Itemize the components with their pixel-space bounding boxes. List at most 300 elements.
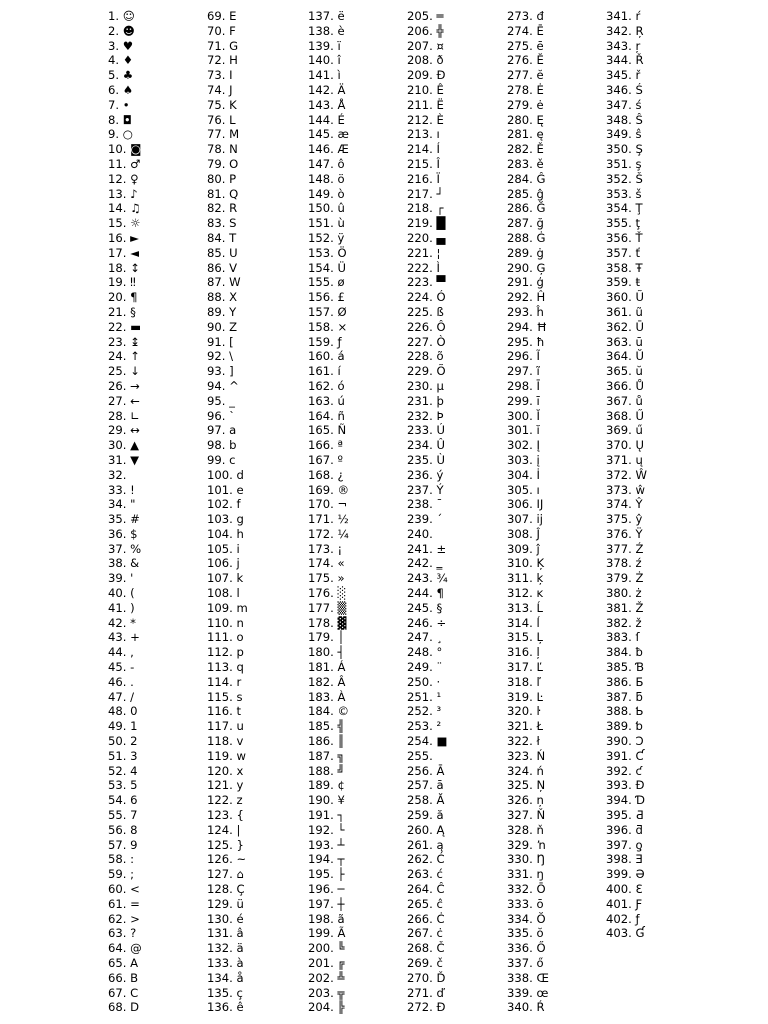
char-entry: 183. À — [308, 689, 346, 704]
char-entry: 155. ø — [308, 275, 345, 290]
char-entry: 321. Ł — [507, 719, 544, 734]
char-entry: 242. ‗ — [407, 556, 443, 571]
char-entry: 256. Ā — [407, 763, 445, 778]
char-entry: 212. È — [407, 112, 444, 127]
char-entry: 390. Ɔ — [606, 734, 644, 749]
char-entry: 11. ♂ — [108, 156, 141, 171]
char-entry: 342. Ŗ — [606, 23, 644, 38]
char-entry: 92. \ — [207, 349, 234, 364]
char-entry: 401. Ƒ — [606, 896, 643, 911]
char-entry: 2. ☻ — [108, 23, 135, 38]
char-entry: 291. ģ — [507, 275, 544, 290]
char-entry: 141. ì — [308, 68, 341, 83]
char-entry: 384. ƀ — [606, 645, 643, 660]
char-entry: 217. ┘ — [407, 186, 444, 201]
char-entry: 26. → — [108, 378, 140, 393]
char-entry: 367. ů — [606, 393, 643, 408]
char-entry: 399. Ə — [606, 867, 645, 882]
char-entry: 201. ╔ — [308, 956, 345, 970]
char-entry: 154. Ü — [308, 260, 346, 275]
char-entry: 381. Ž — [606, 600, 644, 615]
char-entry: 143. Å — [308, 97, 346, 112]
char-entry: 136. ê — [207, 1000, 244, 1015]
char-entry: 333. ō — [507, 896, 544, 911]
char-entry: 204. ╠ — [308, 1000, 345, 1015]
char-entry: 54. 6 — [108, 793, 138, 808]
char-entry: 270. Ď — [407, 970, 446, 985]
char-entry: 69. E — [207, 9, 237, 23]
char-entry: 62. > — [108, 911, 140, 926]
char-entry: 118. v — [207, 734, 244, 749]
char-entry: 126. ~ — [207, 852, 247, 867]
char-entry: 156. £ — [308, 290, 345, 305]
char-entry: 193. ┴ — [308, 837, 345, 852]
char-entry: 388. Ƅ — [606, 704, 644, 719]
char-entry: 132. ä — [207, 941, 244, 956]
char-entry: 263. ć — [407, 867, 443, 882]
char-entry: 349. ŝ — [606, 127, 642, 142]
char-entry: 125. } — [207, 837, 244, 852]
char-entry: 344. Ř — [606, 53, 644, 68]
char-entry: 159. ƒ — [308, 334, 342, 349]
char-entry: 307. ĳ — [507, 512, 543, 527]
char-entry: 366. Ů — [606, 378, 644, 393]
char-entry: 48. 0 — [108, 704, 138, 719]
char-entry: 172. ¼ — [308, 526, 349, 541]
char-entry: 378. ź — [606, 556, 642, 571]
char-entry: 332. Ō — [507, 882, 546, 897]
char-entry: 391. Ƈ — [606, 748, 644, 763]
char-entry: 241. ± — [407, 541, 447, 556]
char-entry: 169. ® — [308, 482, 350, 497]
char-entry: 102. f — [207, 497, 241, 512]
char-entry: 73. I — [207, 68, 233, 83]
char-entry: 107. k — [207, 571, 244, 586]
char-entry: 211. Ë — [407, 97, 444, 112]
char-entry: 24. ↑ — [108, 349, 140, 364]
char-entry: 119. w — [207, 748, 246, 763]
char-entry: 284. Ĝ — [507, 171, 546, 186]
char-entry: 129. ü — [207, 896, 244, 911]
char-entry: 146. Æ — [308, 142, 349, 157]
char-entry: 398. Ǝ — [606, 852, 643, 867]
char-entry: 179. │ — [308, 630, 345, 645]
char-entry: 144. É — [308, 112, 345, 127]
char-entry: 72. H — [207, 53, 238, 68]
char-entry: 76. L — [207, 112, 236, 127]
char-entry: 137. ë — [308, 9, 345, 23]
char-entry: 86. V — [207, 260, 238, 275]
char-entry: 191. ┐ — [308, 808, 345, 823]
char-entry: 198. ã — [308, 911, 345, 926]
char-entry: 276. Ĕ — [507, 53, 544, 68]
char-entry: 161. í — [308, 364, 341, 379]
char-entry: 14. ♫ — [108, 201, 141, 216]
char-entry: 311. ķ — [507, 571, 544, 586]
char-entry: 261. ą — [407, 837, 444, 852]
char-entry: 308. Ĵ — [507, 526, 540, 541]
char-entry: 187. ╗ — [308, 748, 345, 763]
char-entry: 247. ¸ — [407, 630, 443, 645]
char-entry: 15. ☼ — [108, 216, 141, 231]
char-entry: 170. ¬ — [308, 497, 348, 512]
char-entry: 184. © — [308, 704, 350, 719]
char-entry: 18. ↕ — [108, 260, 140, 275]
char-entry: 234. Û — [407, 438, 445, 453]
char-entry: 250. · — [407, 674, 441, 689]
char-entry: 228. õ — [407, 349, 444, 364]
char-entry: 64. @ — [108, 941, 142, 956]
char-entry: 123. { — [207, 808, 244, 823]
char-entry: 285. ĝ — [507, 186, 544, 201]
char-entry: 357. ť — [606, 245, 641, 260]
char-entry: 354. Ţ — [606, 201, 643, 216]
char-entry: 35. # — [108, 512, 140, 527]
char-entry: 280. Ę — [507, 112, 544, 127]
char-entry: 235. Ù — [407, 452, 445, 467]
char-entry: 104. h — [207, 526, 244, 541]
char-entry: 10. ◙ — [108, 142, 142, 157]
char-entry: 358. Ŧ — [606, 260, 643, 275]
char-entry: 105. i — [207, 541, 240, 556]
char-entry: 124. | — [207, 822, 241, 837]
char-entry: 328. ň — [507, 822, 544, 837]
char-entry: 74. J — [207, 82, 233, 97]
char-entry: 325. Ņ — [507, 778, 546, 793]
char-entry: 260. Ą — [407, 822, 445, 837]
char-entry: 96. ` — [207, 408, 235, 423]
char-entry: 383. ſ — [606, 630, 640, 645]
char-entry: 78. N — [207, 142, 238, 157]
char-entry: 403. Ɠ — [606, 926, 645, 941]
char-entry: 218. ┌ — [407, 201, 444, 216]
char-entry: 338. Œ — [507, 970, 549, 985]
char-entry: 207. ¤ — [407, 38, 444, 53]
char-entry: 114. r — [207, 674, 242, 689]
char-entry: 197. ┼ — [308, 896, 345, 911]
char-entry: 287. ğ — [507, 216, 544, 231]
char-entry: 192. └ — [308, 822, 345, 837]
char-entry: 375. ŷ — [606, 512, 643, 527]
char-entry: 30. ▲ — [108, 438, 140, 453]
char-entry: 394. Ɗ — [606, 793, 645, 808]
char-entry: 81. Q — [207, 186, 239, 201]
char-entry: 88. X — [207, 290, 238, 305]
char-entry: 320. ŀ — [507, 704, 541, 719]
char-entry: 182. Â — [308, 674, 346, 689]
char-entry: 377. Ź — [606, 541, 644, 556]
char-entry: 233. Ú — [407, 423, 445, 438]
char-entry: 208. ð — [407, 53, 444, 68]
char-entry: 45. - — [108, 660, 135, 675]
char-entry: 395. Ƌ — [606, 808, 644, 823]
char-entry: 173. ¡ — [308, 541, 343, 556]
char-entry: 19. ‼ — [108, 275, 136, 290]
char-entry: 185. ╣ — [308, 719, 345, 734]
char-entry: 128. Ç — [207, 882, 245, 897]
char-entry: 314. ĺ — [507, 615, 540, 630]
char-entry: 402. ƒ — [606, 911, 640, 926]
char-entry: 75. K — [207, 97, 237, 112]
char-entry: 272. Đ — [407, 1000, 446, 1015]
char-entry: 273. đ — [507, 9, 544, 23]
char-entry: 95. _ — [207, 393, 235, 408]
char-entry: 227. Ò — [407, 334, 446, 349]
char-entry: 66. B — [108, 970, 139, 985]
char-entry: 34. " — [108, 497, 136, 512]
char-entry: 265. ĉ — [407, 896, 443, 911]
char-entry: 236. ý — [407, 467, 444, 482]
char-entry: 350. Ş — [606, 142, 643, 157]
char-entry: 188. ╝ — [308, 763, 345, 778]
char-entry: 87. W — [207, 275, 241, 290]
char-entry: 61. = — [108, 896, 140, 911]
char-entry: 190. ¥ — [308, 793, 345, 808]
char-entry: 337. ő — [507, 956, 544, 970]
char-entry: 174. « — [308, 556, 345, 571]
char-entry: 392. ƈ — [606, 763, 642, 778]
char-entry: 214. Í — [407, 142, 440, 157]
char-entry: 341. ŕ — [606, 9, 641, 23]
char-entry: 340. Ŕ — [507, 1000, 545, 1015]
char-entry: 393. Ɖ — [606, 778, 645, 793]
char-entry: 13. ♪ — [108, 186, 138, 201]
char-entry: 142. Ä — [308, 82, 346, 97]
char-entry: 339. œ — [507, 985, 549, 1000]
char-entry: 43. + — [108, 630, 140, 645]
char-entry: 304. İ — [507, 467, 540, 482]
char-entry: 168. ¿ — [308, 467, 344, 482]
char-entry: 135. ç — [207, 985, 243, 1000]
char-entry: 121. y — [207, 778, 244, 793]
char-entry: 351. ş — [606, 156, 642, 171]
char-entry: 316. ļ — [507, 645, 540, 660]
char-entry: 85. U — [207, 245, 238, 260]
char-entry: 16. ► — [108, 230, 140, 245]
char-entry: 253. ² — [407, 719, 442, 734]
char-entry: 160. á — [308, 349, 345, 364]
char-entry: 322. ł — [507, 734, 540, 749]
char-entry: 42. * — [108, 615, 136, 630]
char-entry: 323. Ń — [507, 748, 546, 763]
char-entry: 103. g — [207, 512, 244, 527]
char-entry: 290. Ģ — [507, 260, 546, 275]
char-entry: 243. ¾ — [407, 571, 448, 586]
char-entry: 189. ¢ — [308, 778, 345, 793]
char-entry: 41. ) — [108, 600, 135, 615]
char-entry: 200. ╚ — [308, 941, 345, 956]
char-entry: 224. Ó — [407, 290, 446, 305]
char-entry: 176. ░ — [308, 586, 347, 601]
char-entry: 356. Ť — [606, 230, 643, 245]
char-entry: 215. Î — [407, 156, 440, 171]
char-entry: 254. ■ — [407, 734, 448, 749]
char-entry: 108. l — [207, 586, 240, 601]
char-entry: 177. ▒ — [308, 600, 347, 615]
char-entry: 58. : — [108, 852, 135, 867]
char-entry: 165. Ñ — [308, 423, 347, 438]
char-entry: 77. M — [207, 127, 240, 142]
char-entry: 319. Ŀ — [507, 689, 543, 704]
char-entry: 232. Þ — [407, 408, 444, 423]
char-entry: 372. Ŵ — [606, 467, 647, 482]
char-entry: 28. ∟ — [108, 408, 140, 423]
char-entry: 360. Ũ — [606, 290, 644, 305]
char-entry: 6. ♠ — [108, 82, 134, 97]
char-entry: 113. q — [207, 660, 244, 675]
column-2 — [207, 9, 307, 1015]
char-entry: 67. C — [108, 985, 139, 1000]
char-entry: 166. ª — [308, 438, 343, 453]
char-entry: 355. ţ — [606, 216, 641, 231]
char-entry: 199. Ã — [308, 926, 346, 941]
char-entry: 23. ↨ — [108, 334, 140, 349]
char-entry: 369. ű — [606, 423, 643, 438]
char-entry: 38. & — [108, 556, 140, 571]
char-entry: 8. ◘ — [108, 112, 132, 127]
char-entry: 385. Ɓ — [606, 660, 645, 675]
char-entry: 22. ▬ — [108, 319, 142, 334]
char-entry: 262. Ć — [407, 852, 445, 867]
char-entry: 279. ė — [507, 97, 544, 112]
char-entry: 309. ĵ — [507, 541, 540, 556]
char-entry: 271. ď — [407, 985, 444, 1000]
char-entry: 90. Z — [207, 319, 238, 334]
char-entry: 318. ľ — [507, 674, 541, 689]
char-entry: 397. ƍ — [606, 837, 643, 852]
char-entry: 134. å — [207, 970, 244, 985]
char-entry: 158. × — [308, 319, 348, 334]
char-entry: 40. ( — [108, 586, 135, 601]
char-entry: 131. â — [207, 926, 244, 941]
char-entry: 31. ▼ — [108, 452, 140, 467]
char-entry: 162. ó — [308, 378, 345, 393]
char-entry: 33. ! — [108, 482, 135, 497]
char-entry: 281. ę — [507, 127, 544, 142]
char-entry: 21. § — [108, 304, 136, 319]
char-entry: 259. ă — [407, 808, 444, 823]
char-entry: 310. Ķ — [507, 556, 545, 571]
char-entry: 346. Ś — [606, 82, 643, 97]
char-entry: 49. 1 — [108, 719, 138, 734]
char-entry: 237. Ý — [407, 482, 444, 497]
char-entry: 315. Ļ — [507, 630, 543, 645]
char-entry: 222. Ì — [407, 260, 440, 275]
char-entry: 248. ° — [407, 645, 443, 660]
char-entry: 37. % — [108, 541, 142, 556]
char-entry: 374. Ŷ — [606, 497, 643, 512]
char-entry: 55. 7 — [108, 808, 138, 823]
char-entry: 294. Ħ — [507, 319, 548, 334]
char-entry: 362. Ū — [606, 319, 644, 334]
char-entry: 268. Č — [407, 941, 445, 956]
char-entry: 47. / — [108, 689, 135, 704]
char-entry: 240. — [407, 526, 433, 541]
char-entry: 163. ú — [308, 393, 345, 408]
char-entry: 334. Ŏ — [507, 911, 546, 926]
char-entry: 239. ´ — [407, 512, 443, 527]
char-entry: 252. ³ — [407, 704, 442, 719]
char-entry: 167. º — [308, 452, 343, 467]
char-entry: 205. ═ — [407, 9, 444, 23]
char-entry: 376. Ÿ — [606, 526, 643, 541]
char-entry: 275. ē — [507, 38, 544, 53]
char-entry: 178. ▓ — [308, 615, 347, 630]
char-entry: 109. m — [207, 600, 248, 615]
char-entry: 216. Ï — [407, 171, 440, 186]
char-entry: 20. ¶ — [108, 290, 138, 305]
char-entry: 396. ƌ — [606, 822, 643, 837]
char-entry: 331. ŋ — [507, 867, 544, 882]
char-entry: 343. ŗ — [606, 38, 641, 53]
char-entry: 206. ╬ — [407, 23, 444, 38]
char-entry: 147. ô — [308, 156, 345, 171]
char-entry: 370. Ų — [606, 438, 644, 453]
char-entry: 373. ŵ — [606, 482, 645, 497]
char-entry: 361. ũ — [606, 304, 643, 319]
char-entry: 71. G — [207, 38, 239, 53]
char-entry: 148. ö — [308, 171, 345, 186]
char-entry: 386. Ƃ — [606, 674, 644, 689]
char-entry: 296. Ĩ — [507, 349, 540, 364]
char-entry: 327. Ň — [507, 808, 546, 823]
char-entry: 387. ƃ — [606, 689, 643, 704]
char-entry: 59. ; — [108, 867, 135, 882]
char-entry: 7. • — [108, 97, 130, 112]
char-entry: 251. ¹ — [407, 689, 442, 704]
char-entry: 269. č — [407, 956, 443, 970]
char-entry: 203. ╦ — [308, 985, 345, 1000]
char-entry: 264. Ĉ — [407, 882, 445, 897]
char-entry: 352. Š — [606, 171, 643, 186]
char-entry: 400. Ɛ — [606, 882, 643, 897]
char-entry: 32. — [108, 467, 127, 482]
char-entry: 84. T — [207, 230, 237, 245]
char-entry: 283. ě — [507, 156, 544, 171]
char-entry: 51. 3 — [108, 748, 138, 763]
char-entry: 50. 2 — [108, 734, 138, 749]
char-entry: 138. è — [308, 23, 345, 38]
char-entry: 115. s — [207, 689, 243, 704]
char-entry: 347. ś — [606, 97, 642, 112]
char-entry: 364. Ŭ — [606, 349, 644, 364]
char-entry: 152. ÿ — [308, 230, 345, 245]
char-entry: 171. ½ — [308, 512, 349, 527]
column-1 — [108, 9, 208, 1015]
char-entry: 330. Ŋ — [507, 852, 546, 867]
char-entry: 53. 5 — [108, 778, 138, 793]
char-entry: 91. [ — [207, 334, 234, 349]
char-entry: 389. ƅ — [606, 719, 643, 734]
char-entry: 295. ħ — [507, 334, 545, 349]
char-entry: 65. A — [108, 956, 139, 970]
char-entry: 83. S — [207, 216, 237, 231]
char-entry: 301. ĭ — [507, 423, 540, 438]
char-entry: 1. ☺ — [108, 9, 135, 23]
char-entry: 210. Ê — [407, 82, 444, 97]
char-entry: 116. t — [207, 704, 242, 719]
char-entry: 46. . — [108, 674, 134, 689]
char-entry: 289. ġ — [507, 245, 544, 260]
char-entry: 300. Ĭ — [507, 408, 540, 423]
char-entry: 5. ♣ — [108, 68, 134, 83]
char-entry: 277. ĕ — [507, 68, 544, 83]
char-entry: 312. ĸ — [507, 586, 544, 601]
char-entry: 382. ž — [606, 615, 642, 630]
char-entry: 238. ¯ — [407, 497, 443, 512]
char-entry: 297. ĩ — [507, 364, 540, 379]
char-entry: 181. Á — [308, 660, 346, 675]
